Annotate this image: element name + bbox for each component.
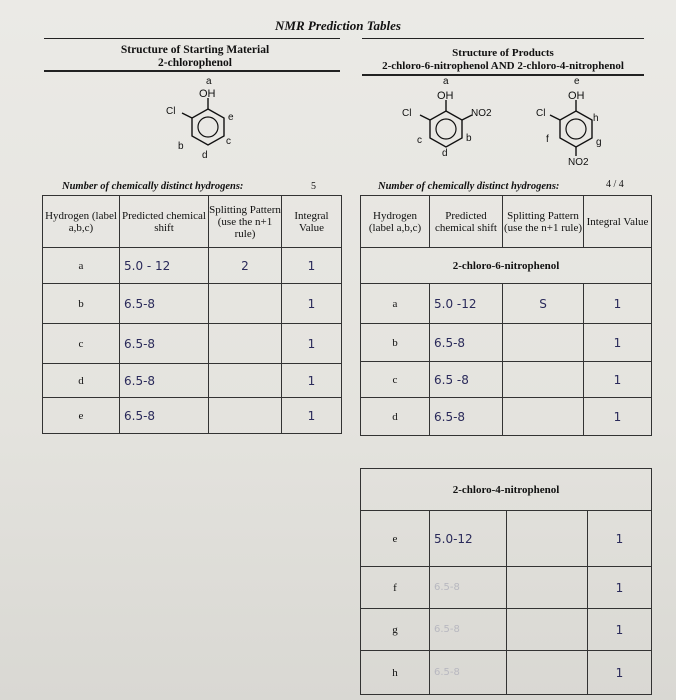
shift-cell: 6.5-8 <box>430 567 507 609</box>
integral-cell: 1 <box>588 511 652 567</box>
shift-cell: 5.0 - 12 <box>120 248 209 284</box>
splitting-cell: S <box>503 284 584 324</box>
splitting-cell <box>503 324 584 362</box>
integral-cell: 1 <box>282 364 342 398</box>
table-row <box>43 324 342 364</box>
shift-cell: 6.5-8 <box>120 284 209 324</box>
table-row <box>361 511 652 567</box>
right-nmr-table-2 <box>360 468 652 695</box>
table-row <box>43 398 342 434</box>
splitting-cell <box>507 511 588 567</box>
shift-cell: 6.5-8 <box>430 398 503 436</box>
column-header: Splitting Pattern (use the n+1 rule) <box>209 196 282 248</box>
atom-label: c <box>417 135 422 146</box>
column-header: Predicted chemical shift <box>120 196 209 248</box>
column-header: Predicted chemical shift <box>430 196 503 248</box>
column-header: Integral Value <box>584 196 652 248</box>
table-row <box>43 364 342 398</box>
atom-label: a <box>443 76 449 87</box>
atom-label: b <box>178 141 184 152</box>
distinct-hydrogens-value: 4 / 4 <box>606 179 624 190</box>
integral-cell: 1 <box>588 609 652 651</box>
hydrogen-label: e <box>361 511 430 567</box>
integral-cell: 1 <box>584 398 652 436</box>
hydrogen-label: e <box>43 398 120 434</box>
left-nmr-table <box>42 195 342 434</box>
atom-label: Cl <box>402 108 412 119</box>
splitting-cell <box>507 609 588 651</box>
atom-label: b <box>466 133 472 144</box>
integral-cell: 1 <box>584 362 652 398</box>
hydrogen-label: a <box>43 248 120 284</box>
table-row <box>361 284 652 324</box>
atom-label: Cl <box>536 108 546 119</box>
table-row <box>361 362 652 398</box>
atom-label: c <box>226 136 231 147</box>
column-header: Integral Value <box>282 196 342 248</box>
divider <box>362 38 644 39</box>
atom-label: NO2 <box>471 108 492 119</box>
distinct-hydrogens-label: Number of chemically distinct hydrogens: <box>62 181 244 192</box>
left-structure-header: Structure of Starting Material 2-chlorophenol <box>120 44 270 69</box>
integral-cell: 1 <box>584 284 652 324</box>
table-row <box>361 324 652 362</box>
table-row <box>361 609 652 651</box>
splitting-cell <box>209 398 282 434</box>
shift-cell: 6.5-8 <box>430 651 507 695</box>
right-structure-header: Structure of Products 2-chloro-6-nitrophenol AND 2-chloro-4-nitrophenol <box>382 47 624 72</box>
distinct-hydrogens-label: Number of chemically distinct hydrogens: <box>378 181 560 192</box>
atom-label: f <box>546 134 549 145</box>
hydrogen-label: f <box>361 567 430 609</box>
nitrophenol-structures <box>400 76 640 176</box>
atom-label: g <box>596 137 602 148</box>
atom-label: e <box>228 112 234 123</box>
splitting-cell <box>503 398 584 436</box>
integral-cell: 1 <box>588 567 652 609</box>
splitting-cell <box>507 567 588 609</box>
hydrogen-label: d <box>43 364 120 398</box>
shift-cell: 5.0 -12 <box>430 284 503 324</box>
table-row <box>43 284 342 324</box>
integral-cell: 1 <box>282 324 342 364</box>
shift-cell: 6.5-8 <box>120 398 209 434</box>
atom-label: NO2 <box>568 157 589 168</box>
column-header: Hydrogen (label a,b,c) <box>361 196 430 248</box>
table-row <box>361 398 652 436</box>
column-header: Hydrogen (label a,b,c) <box>43 196 120 248</box>
hydrogen-label: b <box>361 324 430 362</box>
integral-cell: 1 <box>282 398 342 434</box>
integral-cell: 1 <box>282 248 342 284</box>
hydrogen-label: h <box>361 651 430 695</box>
splitting-cell <box>209 284 282 324</box>
splitting-cell <box>503 362 584 398</box>
column-header: Splitting Pattern (use the n+1 rule) <box>503 196 584 248</box>
integral-cell: 1 <box>588 651 652 695</box>
shift-cell: 5.0-12 <box>430 511 507 567</box>
right-nmr-table <box>360 195 652 436</box>
atom-label: OH <box>199 88 216 100</box>
atom-label: OH <box>437 90 454 102</box>
table-row <box>43 248 342 284</box>
shift-cell: 6.5 -8 <box>430 362 503 398</box>
shift-cell: 6.5-8 <box>430 324 503 362</box>
hydrogen-label: a <box>361 284 430 324</box>
section-title: 2-chloro-4-nitrophenol <box>361 469 652 511</box>
atom-label: OH <box>568 90 585 102</box>
shift-cell: 6.5-8 <box>120 364 209 398</box>
splitting-cell <box>507 651 588 695</box>
splitting-cell <box>209 364 282 398</box>
shift-cell: 6.5-8 <box>430 609 507 651</box>
page-title: NMR Prediction Tables <box>275 18 401 33</box>
hydrogen-label: c <box>361 362 430 398</box>
distinct-hydrogens-value: 5 <box>311 181 316 192</box>
integral-cell: 1 <box>584 324 652 362</box>
divider <box>44 70 340 72</box>
hydrogen-label: d <box>361 398 430 436</box>
table-row <box>361 651 652 695</box>
atom-label: Cl <box>166 106 176 117</box>
atom-label: a <box>206 76 212 87</box>
splitting-cell <box>209 324 282 364</box>
atom-label: d <box>442 148 448 159</box>
section-title: 2-chloro-6-nitrophenol <box>361 248 652 284</box>
table-row <box>361 567 652 609</box>
atom-label: e <box>574 76 580 87</box>
atom-label: d <box>202 150 208 161</box>
divider <box>44 38 340 39</box>
splitting-cell: 2 <box>209 248 282 284</box>
atom-label: h <box>593 113 599 124</box>
hydrogen-label: g <box>361 609 430 651</box>
hydrogen-label: b <box>43 284 120 324</box>
shift-cell: 6.5-8 <box>120 324 209 364</box>
hydrogen-label: c <box>43 324 120 364</box>
integral-cell: 1 <box>282 284 342 324</box>
